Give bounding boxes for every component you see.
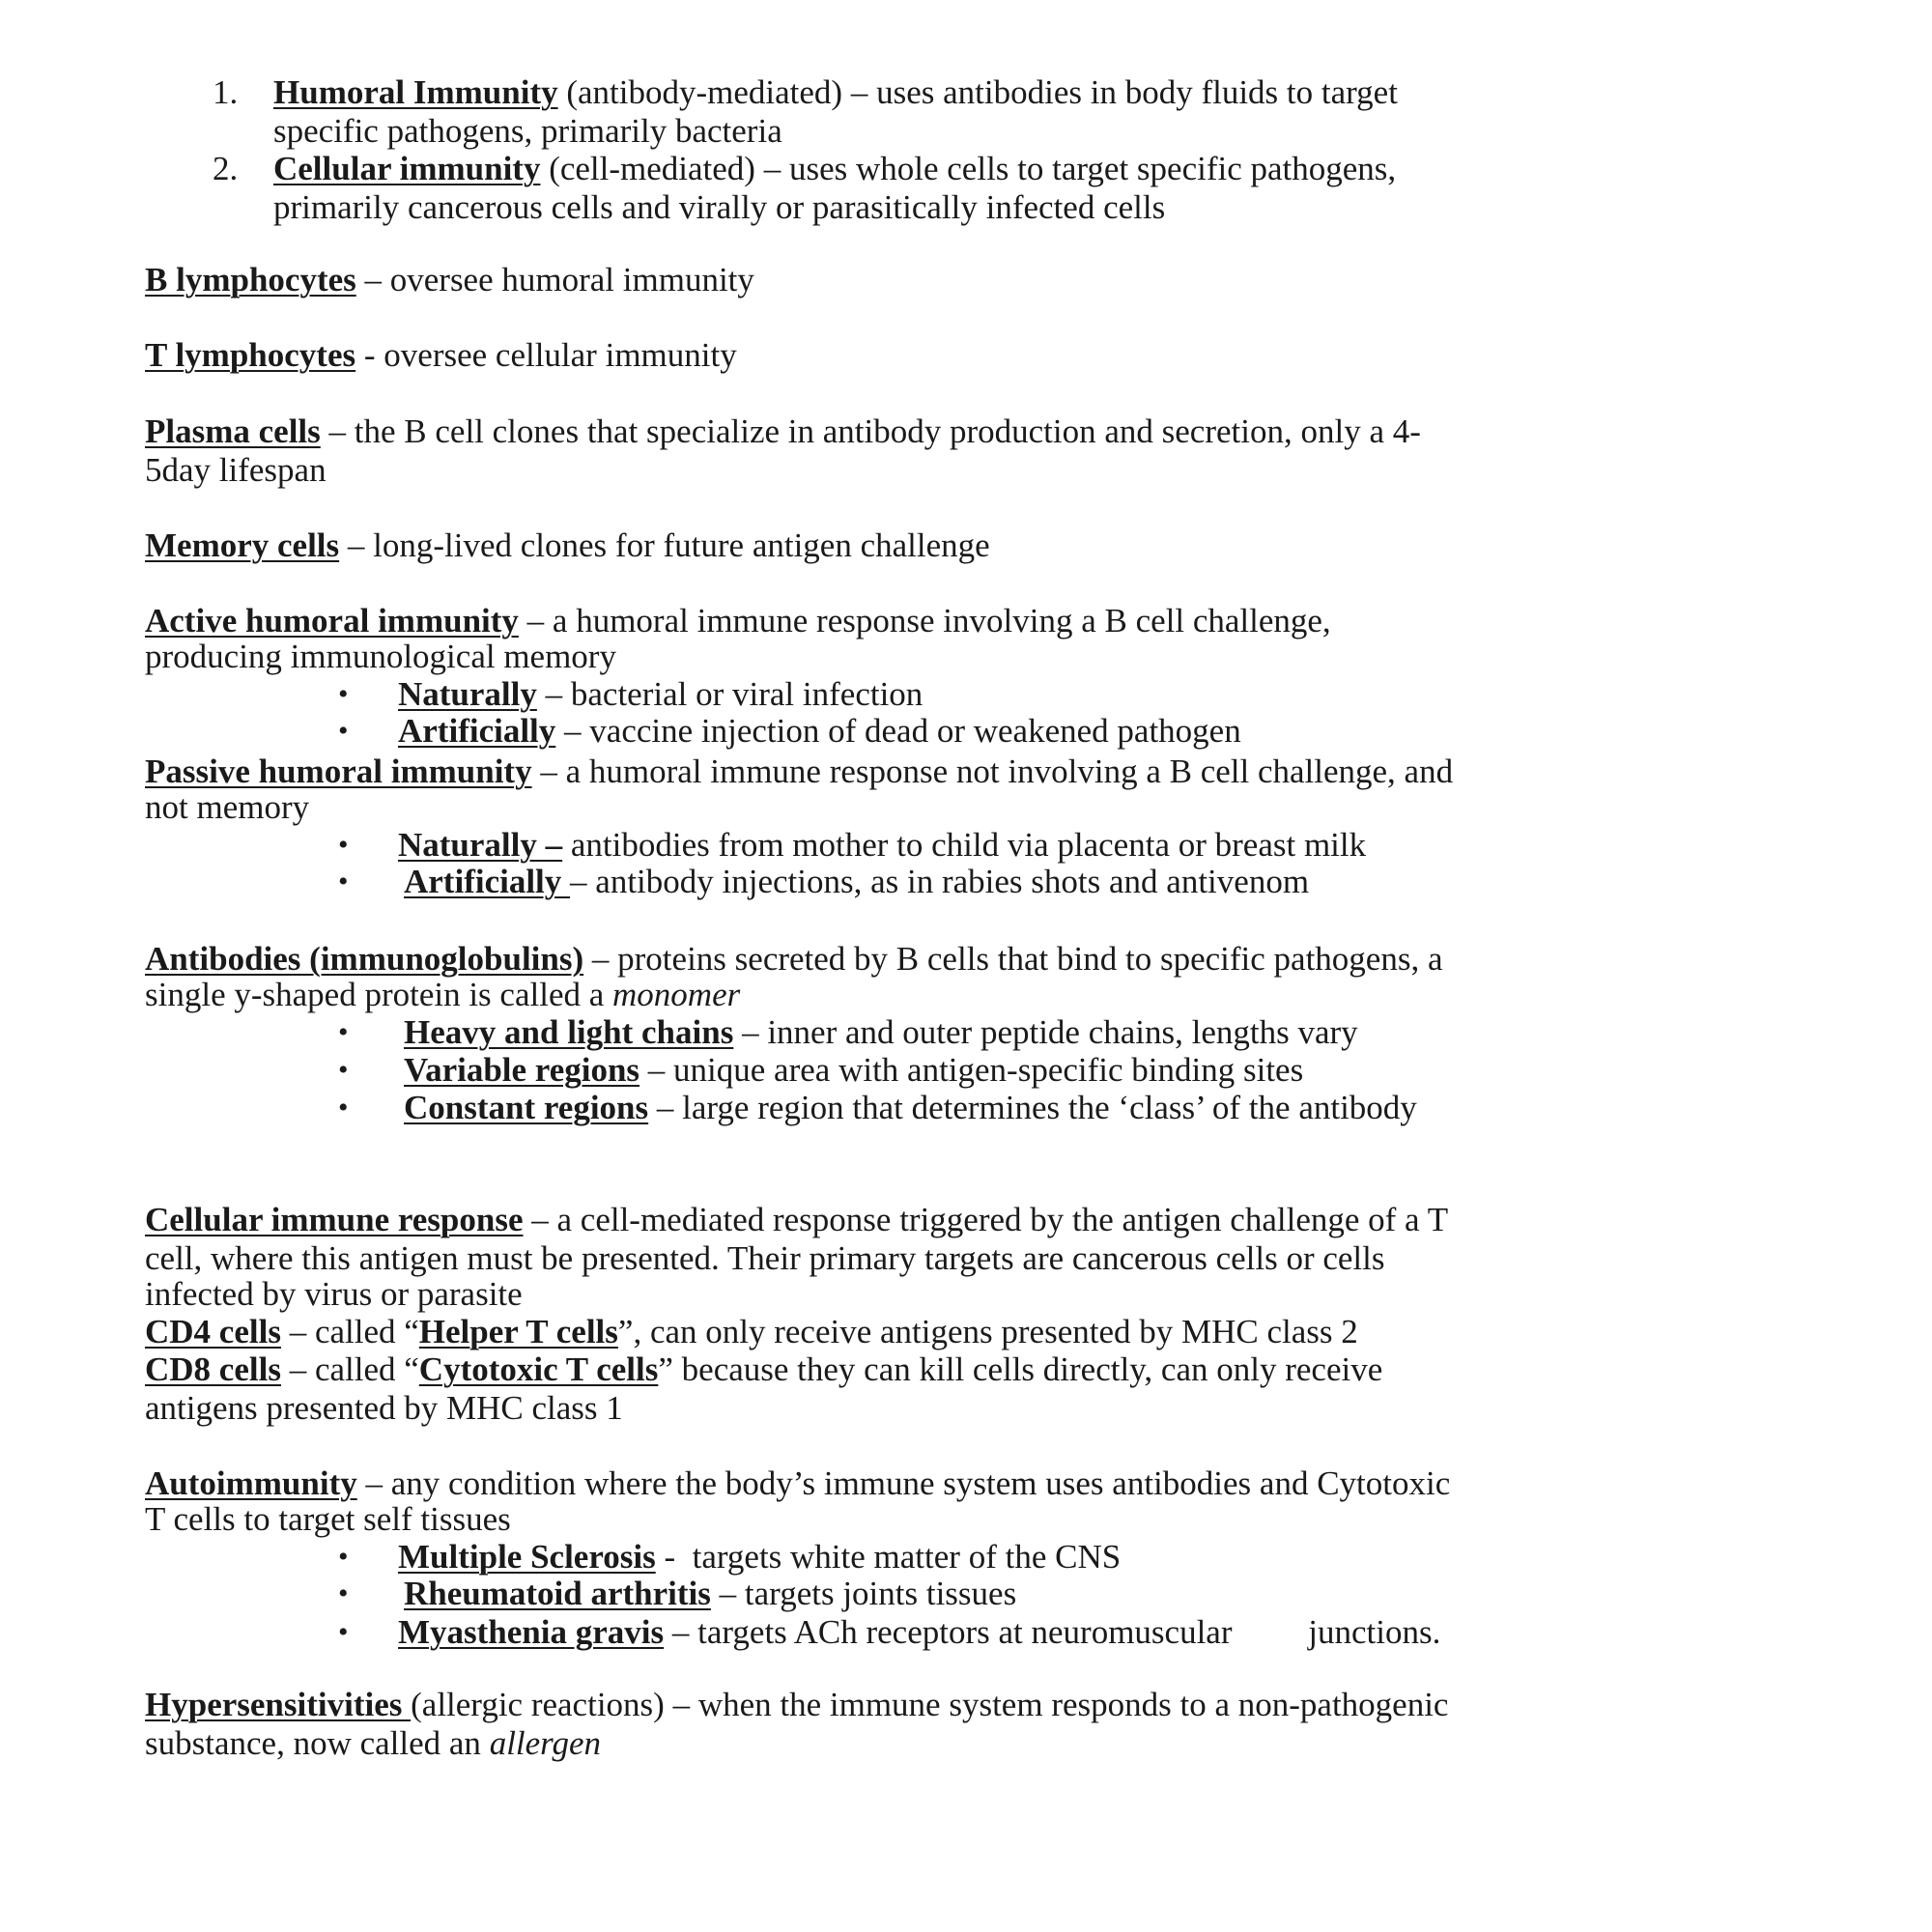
term-multiple-sclerosis: Multiple Sclerosis <box>398 1538 656 1576</box>
definition-text: - oversee cellular immunity <box>355 336 737 374</box>
term-naturally: Naturally <box>398 675 537 713</box>
bullet-text: – unique area with antigen-specific binding sites <box>639 1051 1304 1089</box>
term-t-lymphocytes: T lymphocytes <box>145 336 356 374</box>
bullet-item <box>404 863 1309 901</box>
document-page <box>145 0 1787 1932</box>
entry-b-lymphocytes <box>145 261 754 299</box>
entry-active-humoral-immunity <box>145 602 1331 640</box>
definition-continuation: not memory <box>145 788 310 826</box>
definition-text: (antibody-mediated) – uses antibodies in body fluids to target <box>557 73 1398 111</box>
definition-text: substance, now called an <box>145 1724 490 1762</box>
bullet-glyph: • <box>338 1016 349 1048</box>
bullet-text: – vaccine injection of dead or weakened pathogen <box>555 712 1241 750</box>
term-variable-regions: Variable regions <box>404 1051 640 1089</box>
term-artificially: Artificially <box>398 712 556 750</box>
definition-continuation: antigens presented by MHC class 1 <box>145 1389 623 1427</box>
bullet-glyph: • <box>338 829 349 861</box>
bullet-glyph: • <box>338 866 349 897</box>
entry-antibodies <box>145 940 1443 979</box>
definition-continuation: 5day lifespan <box>145 451 327 489</box>
definition-continuation <box>145 976 740 1014</box>
bullet-text: – antibody injections, as in rabies shots and antivenom <box>570 863 1310 900</box>
bullet-glyph: • <box>338 1616 349 1648</box>
term-helper-t-cells: Helper T cells <box>418 1313 618 1350</box>
list-item-cellular-immunity <box>273 150 1396 188</box>
definition-text: single y-shaped protein is called a <box>145 976 613 1013</box>
bullet-text: – bacterial or viral infection <box>536 675 923 713</box>
definition-text: – a humoral immune response involving a B cell challenge, <box>518 602 1331 639</box>
definition-text: – called “ <box>280 1350 419 1388</box>
term-passive-humoral-immunity: Passive humoral immunity <box>145 753 532 790</box>
bullet-glyph: • <box>338 1092 349 1123</box>
bullet-item <box>398 712 1241 751</box>
definition-continuation: primarily cancerous cells and virally or parasitically infected cells <box>273 188 1166 226</box>
bullet-item <box>404 1013 1358 1052</box>
definition-text: – the B cell clones that specialize in antibody production and secretion, only a 4- <box>320 412 1421 450</box>
bullet-glyph: • <box>338 715 349 747</box>
definition-continuation: T cells to target self tissues <box>145 1500 511 1538</box>
bullet-glyph: • <box>338 1577 349 1609</box>
term-antibodies: Antibodies (immunoglobulins) <box>145 940 584 978</box>
term-cytotoxic-t-cells: Cytotoxic T cells <box>418 1350 659 1388</box>
italic-term-monomer: monomer <box>612 976 741 1013</box>
bullet-item <box>404 1089 1417 1127</box>
entry-autoimmunity <box>145 1464 1450 1503</box>
bullet-item <box>404 1575 1016 1613</box>
list-number: 2. <box>213 150 239 187</box>
entry-t-lymphocytes <box>145 336 737 375</box>
list-item-humoral-immunity <box>273 73 1398 112</box>
definition-text: – any condition where the body’s immune system uses antibodies and Cytotoxic <box>356 1464 1451 1502</box>
definition-text: – a humoral immune response not involving a B cell challenge, and <box>531 753 1454 790</box>
bullet-item <box>398 826 1366 865</box>
term-heavy-and-light-chains: Heavy and light chains <box>404 1013 734 1051</box>
entry-hypersensitivities <box>145 1686 1448 1724</box>
definition-text: ” because they can kill cells directly, can only receive <box>658 1350 1383 1388</box>
bullet-item <box>404 1051 1303 1090</box>
definition-continuation: infected by virus or parasite <box>145 1275 523 1313</box>
term-active-humoral-immunity: Active humoral immunity <box>145 602 519 639</box>
term-hypersensitivities: Hypersensitivities <box>145 1686 412 1723</box>
definition-text: (cell-mediated) – uses whole cells to target specific pathogens, <box>540 150 1397 187</box>
bullet-text: – large region that determines the ‘class’ of the antibody <box>648 1089 1417 1126</box>
bullet-glyph: • <box>338 1541 349 1573</box>
term-cd4-cells: CD4 cells <box>145 1313 281 1350</box>
definition-continuation: specific pathogens, primarily bacteria <box>273 112 782 150</box>
entry-cd8-cells <box>145 1350 1382 1389</box>
entry-cd4-cells <box>145 1313 1358 1351</box>
definition-text: – called “ <box>280 1313 419 1350</box>
definition-text: – oversee humoral immunity <box>355 261 754 298</box>
definition-text: ”, can only receive antigens presented by MHC class 2 <box>617 1313 1358 1350</box>
italic-term-allergen: allergen <box>489 1724 602 1762</box>
bullet-text: – targets joints tissues <box>710 1575 1017 1612</box>
bullet-item <box>398 1613 1440 1652</box>
bullet-text: – inner and outer peptide chains, lengths vary <box>733 1013 1358 1051</box>
bullet-item <box>398 1538 1121 1577</box>
list-number: 1. <box>213 73 239 111</box>
term-artificially: Artificially <box>404 863 571 900</box>
term-myasthenia-gravis: Myasthenia gravis <box>398 1613 665 1651</box>
term-naturally: Naturally – <box>398 826 563 864</box>
definition-text: (allergic reactions) – when the immune system responds to a non-pathogenic <box>411 1686 1449 1723</box>
term-memory-cells: Memory cells <box>145 526 340 564</box>
definition-continuation: producing immunological memory <box>145 638 616 675</box>
bullet-glyph: • <box>338 1054 349 1086</box>
entry-passive-humoral-immunity <box>145 753 1453 791</box>
bullet-text: - targets white matter of the CNS <box>655 1538 1122 1576</box>
term-b-lymphocytes: B lymphocytes <box>145 261 356 298</box>
term-plasma-cells: Plasma cells <box>145 412 321 450</box>
term-constant-regions: Constant regions <box>404 1089 649 1126</box>
entry-cellular-immune-response <box>145 1201 1448 1239</box>
bullet-item <box>398 675 923 714</box>
term-cellular-immunity: Cellular immunity <box>273 150 541 187</box>
term-humoral-immunity: Humoral Immunity <box>273 73 558 111</box>
definition-text: – long-lived clones for future antigen challenge <box>339 526 990 564</box>
entry-plasma-cells <box>145 412 1421 451</box>
term-cd8-cells: CD8 cells <box>145 1350 281 1388</box>
entry-memory-cells <box>145 526 990 565</box>
definition-text: – proteins secreted by B cells that bind to specific pathogens, a <box>583 940 1443 978</box>
definition-text: – a cell-mediated response triggered by the antigen challenge of a T <box>523 1201 1449 1238</box>
bullet-text: antibodies from mother to child via placenta or breast milk <box>562 826 1367 864</box>
bullet-glyph: • <box>338 678 349 710</box>
bullet-text: – targets ACh receptors at neuromuscular junctions. <box>664 1613 1441 1651</box>
term-autoimmunity: Autoimmunity <box>145 1464 357 1502</box>
term-cellular-immune-response: Cellular immune response <box>145 1201 524 1238</box>
term-rheumatoid-arthritis: Rheumatoid arthritis <box>404 1575 711 1612</box>
definition-continuation: cell, where this antigen must be presented. Their primary targets are cancerous cells or cells <box>145 1239 1385 1277</box>
definition-continuation <box>145 1724 601 1763</box>
